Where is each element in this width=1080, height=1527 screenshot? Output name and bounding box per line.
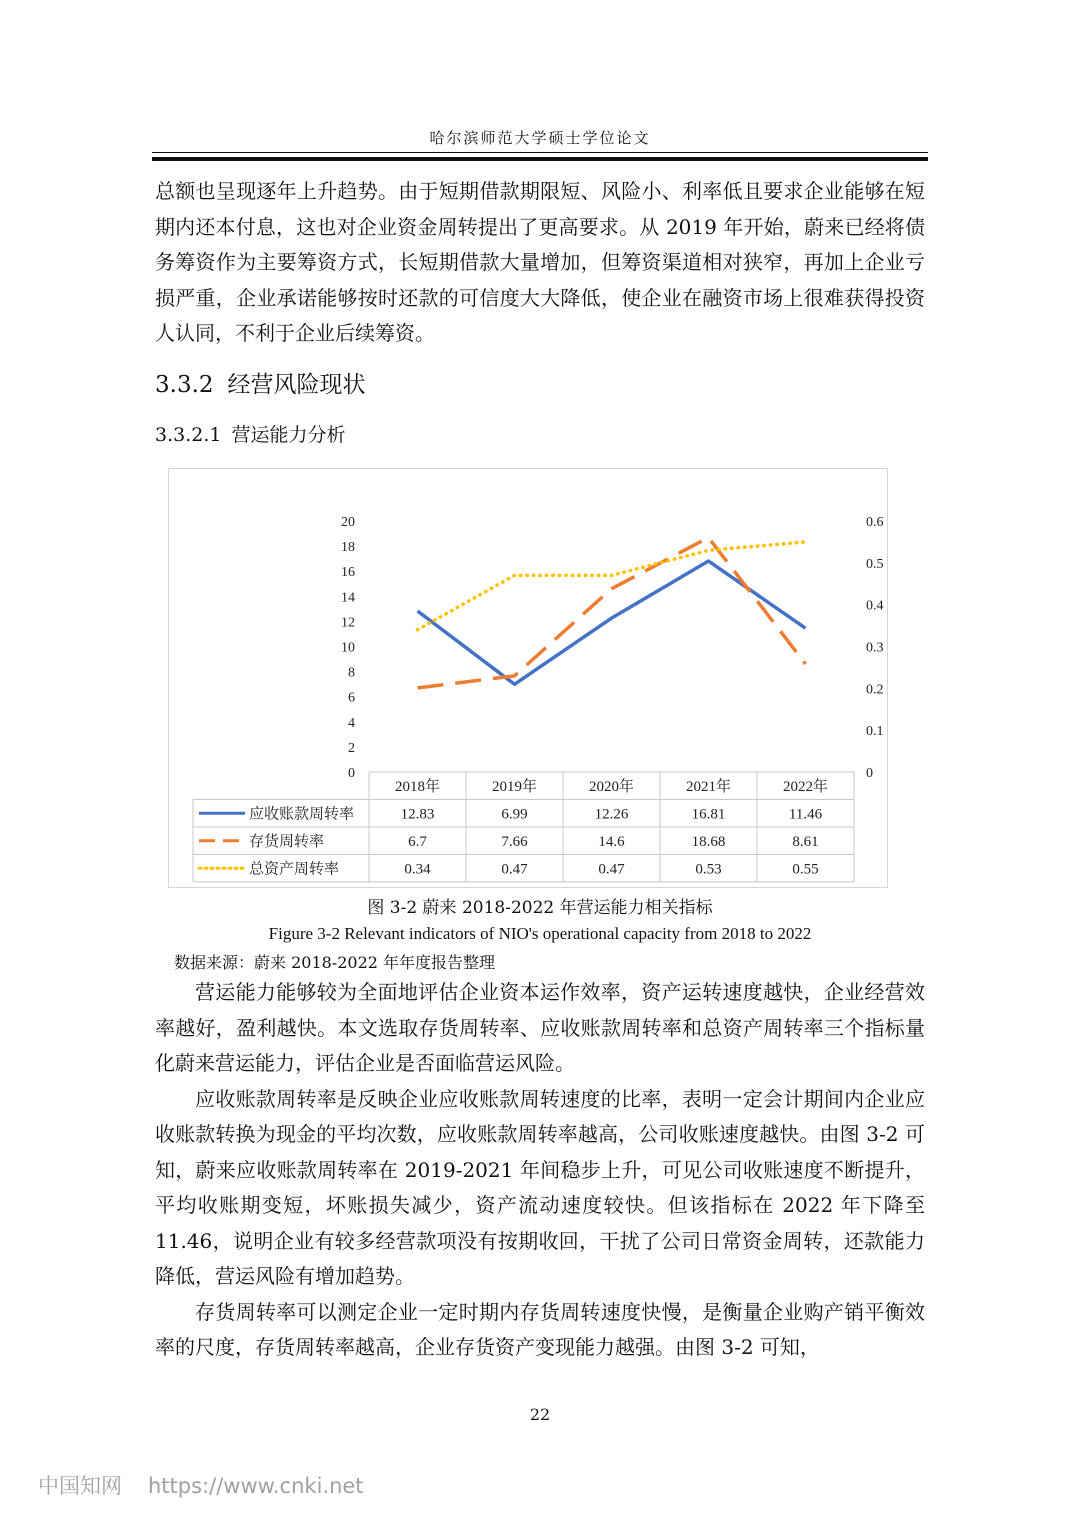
body-paragraph-1: 营运能力能够较为全面地评估企业资本运作效率，资产运转速度越快，企业经营效率越好，盈利越快。本文选取存货周转率、应收账款周转率和总资产周转率三个指标量化蔚来营运能力，评估企业是否面临营运风险。: [155, 980, 925, 1075]
cnki-watermark: [38, 1470, 364, 1500]
header-rule-thin: [152, 152, 928, 153]
left-axis-tick-label: 20: [341, 515, 355, 530]
table-value-cell: 7.66: [501, 834, 528, 850]
body-paragraphs: [155, 975, 925, 1366]
intro-paragraph: 总额也呈现逐年上升趋势。由于短期借款期限短、风险小、利率低且要求企业能够在短期内还本付息，这也对企业资金周转提出了更高要求。从 2019 年开始，蔚来已经将债务筹资作为主要筹资方式，长短期借款大量增加，但筹资渠道相对狭窄，再加上企业亏损严重，企业承诺能够按时还款的可信度大大降低，使企业在融资市场上很难获得投资人认同，不利于企业后续筹资。: [155, 179, 925, 345]
subsection-number: 3.3.2.1: [155, 424, 222, 446]
table-value-cell: 0.34: [404, 861, 431, 878]
legend-series-name: 存货周转率: [249, 832, 325, 850]
right-axis-tick-label: 0.4: [866, 598, 884, 614]
series-line-solid: [418, 561, 806, 684]
left-axis-tick-label: 12: [341, 615, 355, 631]
left-axis-tick-label: 6: [348, 690, 355, 706]
table-value-cell: 6.99: [501, 806, 528, 823]
chart-frame: [168, 468, 888, 888]
table-value-cell: 12.26: [594, 806, 629, 823]
left-axis-tick-label: 0: [348, 766, 355, 781]
left-axis-tick-label: 2: [348, 740, 355, 756]
operational-capacity-chart: [169, 469, 889, 889]
right-axis-tick-label: 0.6: [866, 515, 884, 530]
left-axis-tick-label: 18: [341, 540, 355, 556]
left-axis-tick-label: 16: [341, 565, 355, 581]
body-paragraph-3: 存货周转率可以测定企业一定时期内存货周转速度快慢，是衡量企业购产销平衡效率的尺度，存货周转率越高，企业存货资产变现能力越强。由图 3-2 可知，: [155, 1299, 925, 1359]
table-value-cell: 11.46: [788, 806, 823, 823]
section-title: 经营风险现状: [227, 372, 366, 398]
table-value-cell: 18.68: [691, 834, 726, 850]
right-axis-tick-label: 0: [866, 766, 873, 781]
table-value-cell: 0.47: [598, 861, 625, 878]
category-label: 2021年: [685, 779, 732, 795]
subsection-heading: [155, 420, 346, 447]
watermark-url: https://www.cnki.net: [148, 1474, 364, 1498]
running-header-title: 哈尔滨师范大学硕士学位论文: [429, 129, 651, 147]
right-axis-tick-label: 0.5: [866, 556, 884, 572]
table-value-cell: 0.53: [695, 861, 722, 878]
legend-series-name: 应收账款周转率: [249, 804, 355, 823]
figure-caption-en: Figure 3-2 Relevant indicators of NIO's operational capacity from 2018 to 2022: [268, 924, 812, 943]
section-heading: [155, 366, 366, 399]
left-axis-tick-label: 8: [348, 665, 355, 681]
table-value-cell: 14.6: [598, 834, 625, 850]
series-line-dashed: [418, 538, 806, 688]
right-axis-tick-label: 0.3: [866, 640, 884, 656]
category-label: 2022年: [782, 779, 829, 795]
category-label: 2018年: [394, 779, 441, 795]
page-number: 22: [529, 1405, 551, 1424]
table-value-cell: 12.83: [400, 806, 435, 823]
figure-caption-cn: 图 3-2 蔚来 2018-2022 年营运能力相关指标: [367, 898, 713, 918]
right-axis-tick-label: 0.2: [866, 682, 884, 698]
right-axis-tick-label: 0.1: [866, 724, 884, 740]
subsection-title: 营运能力分析: [231, 424, 346, 446]
left-axis-tick-label: 14: [341, 590, 355, 606]
left-axis-tick-label: 10: [341, 640, 355, 656]
table-value-cell: 0.55: [792, 861, 819, 878]
table-value-cell: 0.47: [501, 861, 528, 878]
table-value-cell: 6.7: [408, 834, 427, 850]
table-value-cell: 8.61: [792, 834, 819, 850]
legend-series-name: 总资产周转率: [249, 859, 340, 878]
intro-paragraph-block: [155, 174, 925, 352]
header-rule-thick: [152, 157, 928, 161]
watermark-name: 中国知网: [38, 1474, 122, 1498]
table-value-cell: 16.81: [691, 806, 726, 823]
left-axis-tick-label: 4: [348, 715, 355, 731]
category-label: 2020年: [588, 779, 635, 795]
data-source-note: 数据来源：蔚来 2018-2022 年年度报告整理: [174, 953, 496, 972]
body-paragraph-2: 应收账款周转率是反映企业应收账款周转速度的比率，表明一定会计期间内企业应收账款转换为现金的平均次数，应收账款周转率越高，公司收账速度越快。由图 3-2 可知，蔚来应收账款周转率在 2019-2021 年间稳步上升，可见公司收账速度不断提升，平均收账期变短，坏账损失减少，资产流动速度较快。但该指标在 2022 年下降至 11.46，说明企业有较多经营款项没有按期收回，干扰了公司日常资金周转，还款能力降低，营运风险有增加趋势。: [155, 1086, 925, 1288]
category-label: 2019年: [491, 779, 538, 795]
section-number: 3.3.2: [155, 372, 214, 398]
